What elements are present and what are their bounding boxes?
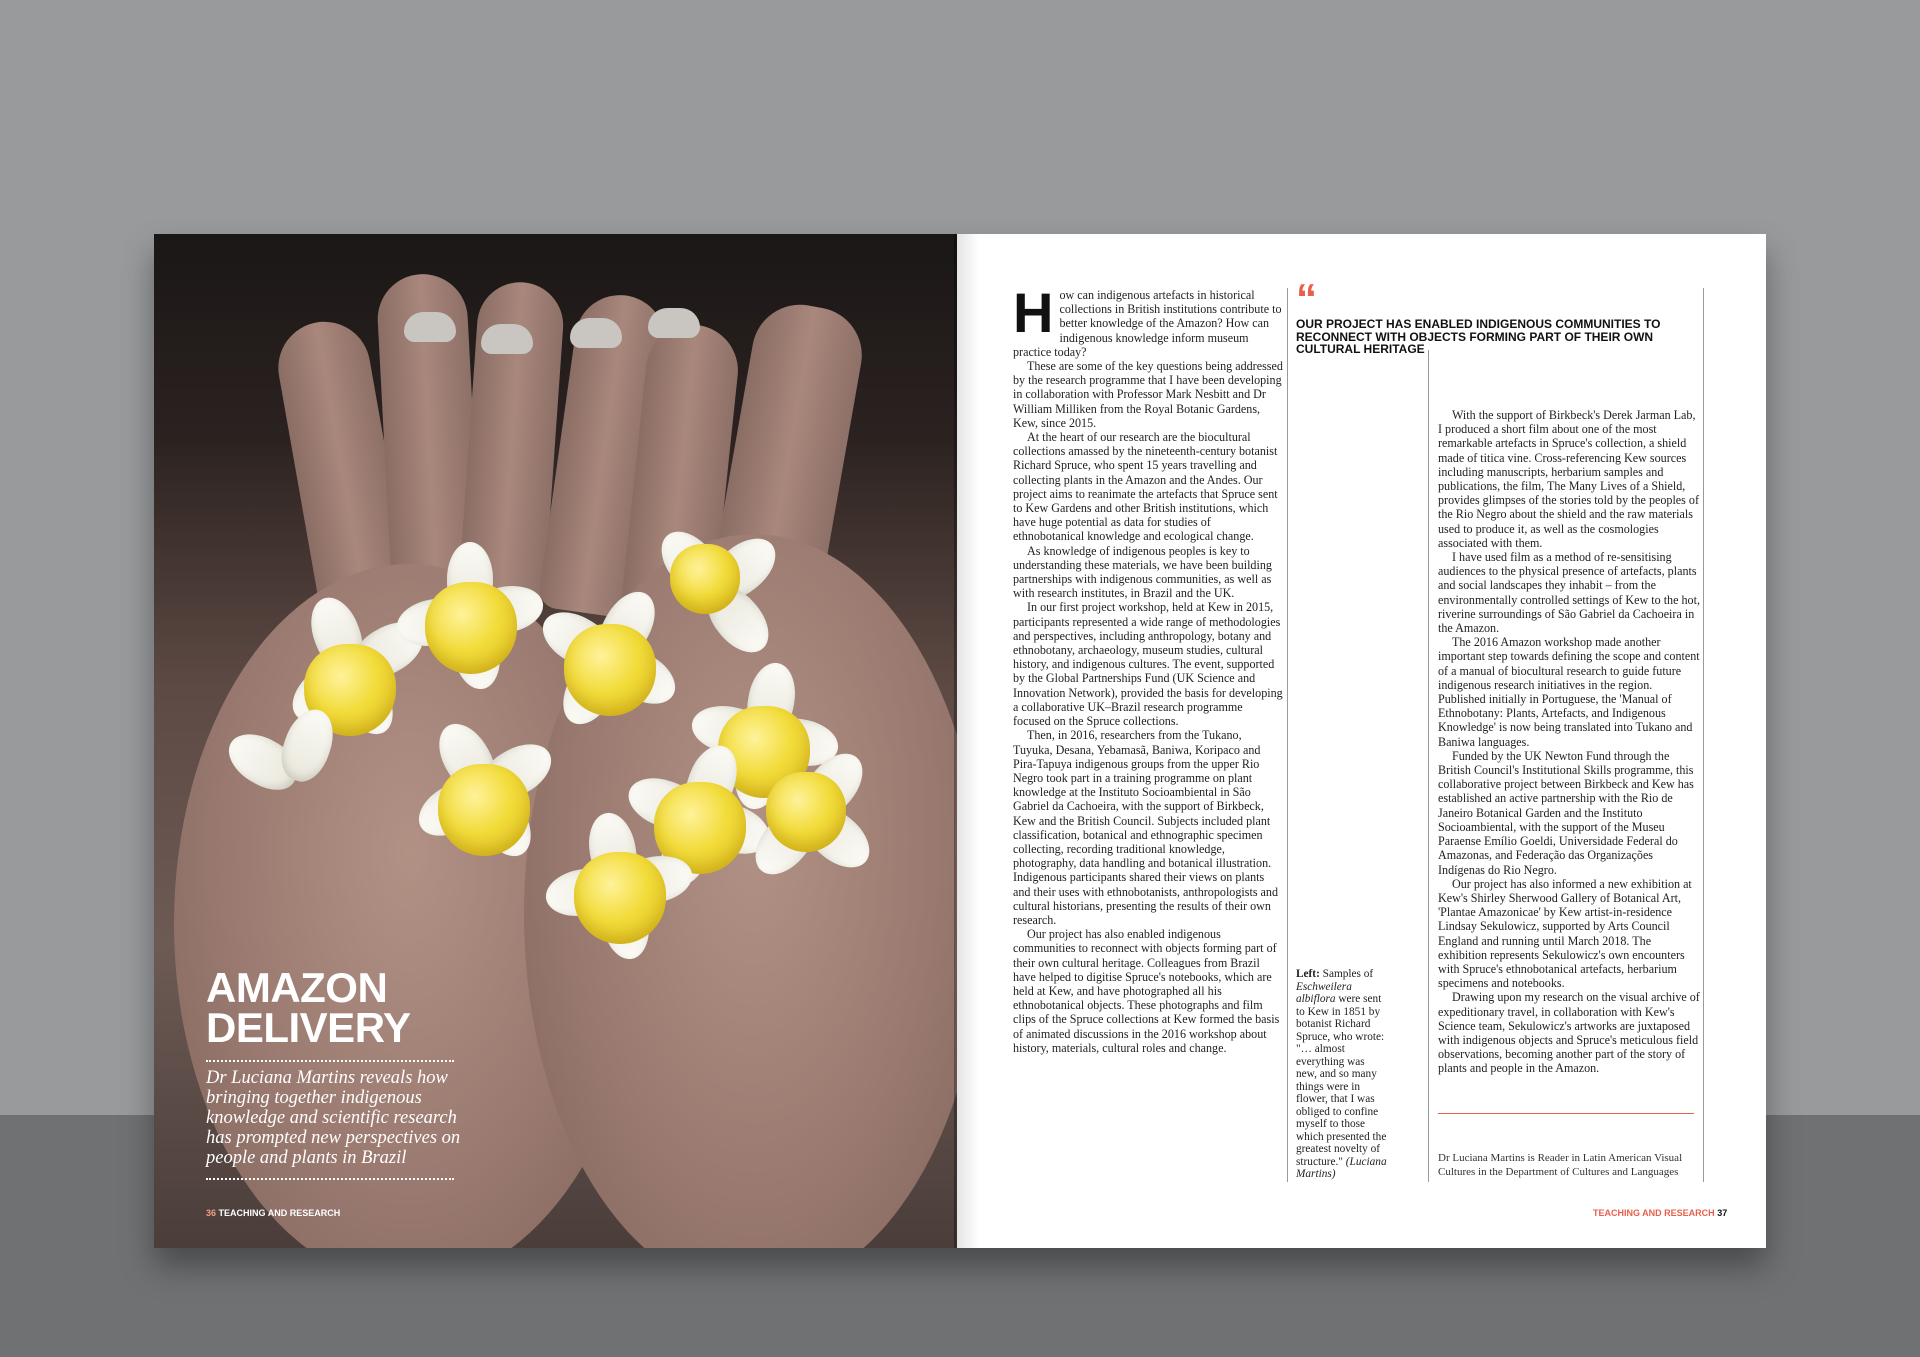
- right-page-text: [957, 234, 1766, 1248]
- paragraph: Funded by the UK Newton Fund through the British Council's Institutional Skills programme, this collaborative project between Birkbeck and Kew has established an active partnership with the Rio de Janeiro Botanical Garden and the Instituto Socioambiental, with the support of the Museu Paraense Emílio Goeldi, Universidade Federal do Amazonas, and Federação das Organizações Indígenas do Rio Negro.: [1438, 748, 1694, 877]
- caption-text: were sent to Kew in 1851 by botanist Richard Spruce, who wrote: "… almost everything was new, and so many things were in flower, that I was obliged to confine myself to those which presented the greatest novelty of structure.": [1296, 993, 1387, 1168]
- paragraph: These are some of the key questions being addressed by the research programme that I have been developing in collaboration with Professor Mark Nesbitt and Dr William Milliken from the Royal Botanic Gardens, Kew, since 2015.: [1013, 359, 1283, 430]
- paragraph: Our project has also informed a new exhibition at Kew's Shirley Sherwood Gallery of Botanical Art, 'Plantae Amazonicae' by Kew artist-in-residence Lindsay Sekulowicz, supported by Arts Council England and running until March 2018. The exhibition represents Sekulowicz's own encounters with Spruce's ethnobotanical artefacts, herbarium specimens and notebooks.: [1438, 876, 1692, 991]
- title-line: DELIVERY: [206, 1004, 411, 1051]
- dotted-rule: [206, 1178, 454, 1180]
- paragraph: At the heart of our research are the biocultural collections amassed by the nineteenth-century botanist Richard Spruce, who spent 15 years travelling and collecting plants in the Amazon and the Andes. Our project aims to reanimate the artefacts that Spruce sent to Kew Gardens and other British institutions, which have huge potential as data for studies of ethnobotanical knowledge and ecological change.: [1013, 430, 1278, 544]
- end-rule: [1438, 1113, 1694, 1114]
- fingernail: [404, 312, 456, 342]
- caption-text: Samples of: [1322, 968, 1374, 980]
- paragraph: With the support of Birkbeck's Derek Jarman Lab, I produced a short film about one of the most remarkable artefacts in Spruce's collection, a shield made of titica vine. Cross-referencing Kew sources including manuscripts, herbarium samples and publications, the film, The Many Lives of a Shield, provides glimpses of the stories told by the peoples of the Rio Negro about the shield and the raw materials used to produce it, as well as the cosmologies associated with them.: [1438, 408, 1699, 550]
- flower: [534, 804, 704, 974]
- section-label: TEACHING AND RESEARCH: [1593, 1208, 1715, 1218]
- article-title: [206, 964, 411, 1051]
- page-number: 37: [1717, 1208, 1728, 1218]
- dotted-rule: [206, 1060, 454, 1062]
- magazine-spread: [154, 234, 1766, 1248]
- flower: [234, 704, 354, 824]
- standfirst: Dr Luciana Martins reveals how bringing together indigenous knowledge and scientific research has prompted new perspectives on people and plants in Brazil: [206, 1068, 461, 1168]
- paragraph: In our first project workshop, held at Kew in 2015, participants represented a wide range of methodologies and perspectives, including anthropology, botany and ethnobotany, archaeology, museum studies, cultural history, and indigenous cultures. The event, supported by the Global Partnerships Fund (UK Science and Innovation Network), provided the basis for developing a collaborative UK–Brazil research programme focused on the Spruce collections.: [1013, 600, 1283, 729]
- paragraph: Our project has also enabled indigenous communities to reconnect with objects forming part of their own cultural heritage. Colleagues from Brazil have helped to digitise Spruce's notebooks, which are held at Kew, and have photographed all his ethnobotanical objects. These photographs and film clips of the Spruce collections at Kew formed the basis of animated discussions in the 2016 workshop about history, materials, cultural roles and change.: [1013, 927, 1280, 1055]
- paragraph: Drawing upon my research on the visual archive of expeditionary travel, in collaboration with Kew's Science team, Sekulowicz's artworks are juxtaposed with indigenous objects and Spruce's meticulous field observations, becoming another part of the story of plants and people in the Amazon.: [1438, 990, 1700, 1076]
- column-rule: [1428, 350, 1429, 1182]
- author-bio: Dr Luciana Martins is Reader in Latin American Visual Cultures in the Department of Cultures and Languages: [1438, 1152, 1683, 1178]
- paragraph: The 2016 Amazon workshop made another important step towards defining the scope and content of a manual of biocultural research to guide future indigenous research initiatives in the region. Published initially in Portuguese, the 'Manual of Ethnobotany: Plants, Artefacts, and Indigenous Knowledge' is now being translated into Tukano and Baniwa languages.: [1438, 635, 1700, 749]
- folio-left: [206, 1208, 340, 1218]
- caption-species: Eschweilera albiflora: [1296, 980, 1352, 1005]
- caption-lead: Left:: [1296, 968, 1320, 980]
- section-label: TEACHING AND RESEARCH: [218, 1208, 341, 1218]
- title-line: AMAZON: [206, 964, 388, 1011]
- body-column-3: [1438, 408, 1700, 1076]
- paragraph-text: ow can indigenous artefacts in historical collections in British institutions contribute to better knowledge of the Amazon? How can indigenous knowledge inform museum practice today?: [1013, 288, 1282, 359]
- photo-caption: [1296, 968, 1388, 1181]
- page-number: 36: [206, 1208, 217, 1218]
- paragraph: Then, in 2016, researchers from the Tukano, Tuyuka, Desana, Yebamasã, Baniwa, Koripaco and Pira-Tapuya indigenous groups from the upper Rio Negro took part in a training programme on plant knowledge at the Instituto Socioambiental in São Gabriel da Cachoeira, with the support of Birkbeck, Kew and the British Council. Subjects included plant classification, botanical and ethnographic specimen collecting, recording traditional knowledge, photography, data handling and botanical illustration. Indigenous participants shared their views on plants and their uses with ethnobotanists, anthropologists and cultural historians, presenting the results of their own research.: [1013, 728, 1279, 927]
- pull-quote: OUR PROJECT HAS ENABLED INDIGENOUS COMMUNITIES TO RECONNECT WITH OBJECTS FORMING PART OF THEIR OWN CULTURAL HERITAGE: [1296, 317, 1661, 356]
- column-rule: [1287, 288, 1288, 1182]
- paragraph: As knowledge of indigenous peoples is key to understanding these materials, we have been building partnerships with indigenous communities, as well as with research institutes, in Brazil and the UK.: [1013, 543, 1272, 601]
- fingernail: [481, 324, 533, 354]
- quote-mark-icon: “: [1296, 275, 1317, 322]
- flower: [734, 734, 884, 884]
- body-column-1: [1013, 281, 1283, 1055]
- folio-right: [1593, 1208, 1727, 1218]
- caption-credit: (Luciana Martins): [1296, 1155, 1387, 1180]
- paragraph: [1013, 281, 1283, 359]
- fingernail: [648, 308, 700, 338]
- drop-cap: H: [1013, 281, 1054, 344]
- column-rule: [1703, 288, 1704, 1182]
- fingernail: [570, 318, 622, 348]
- flower: [634, 514, 794, 664]
- paragraph: I have used film as a method of re-sensitising audiences to the physical presence of artefacts, plants and social landscapes they inhabit – from the environmentally controlled settings of Kew to the hot, riverine surroundings of São Gabriel da Cachoeira in the Amazon.: [1438, 550, 1700, 636]
- left-page-photo: [154, 234, 957, 1248]
